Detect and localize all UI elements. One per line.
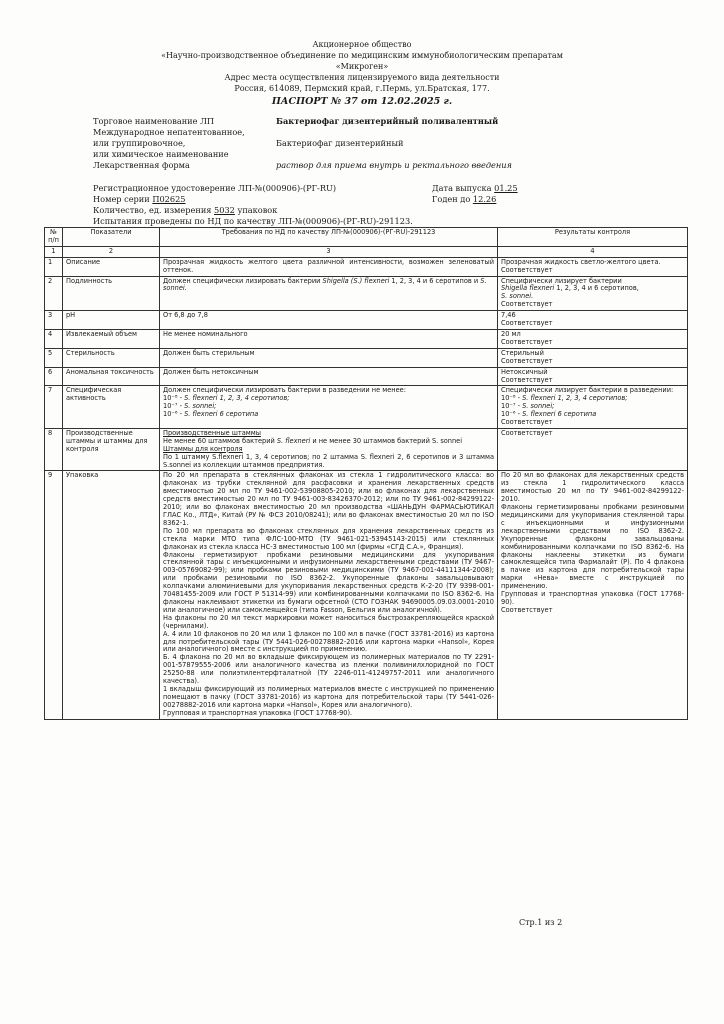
inn-label-2: или группировочное, [93,138,186,148]
table-index-row: 1 2 3 4 [45,246,688,257]
document-title: ПАСПОРТ № 37 от 12.02.2025 г. [271,96,453,107]
table-row: 5 Стерильность Должен быть стерильным Стерильный Соответствует [45,348,688,367]
col-header-requirements: Требования по НД по качеству ЛП-№(000906)-(РГ-RU)-291123 [160,228,498,247]
org-brand: «Микроген» [335,62,389,71]
expiry-label: Годен до [432,194,471,204]
expiry-value: 12.26 [472,194,497,204]
tests-line: Испытания проведены по НД по качеству ЛП-№(000906)-(РГ-RU)-291123. [93,216,413,226]
table-row: 6 Аномальная токсичность Должен быть нетоксичным Нетоксичный Соответствует [45,367,688,386]
table-row: 1 Описание Прозрачная жидкость желтого цвета различной интенсивности, возможен зеленоватый оттенок. Прозрачная жидкость светло-желтого цвета. Соответствует [45,257,688,276]
inn-label-3: или химическое наименование [93,149,229,159]
address-label: Адрес места осуществления лицензируемого вида деятельности [224,73,500,82]
org-type: Акционерное общество [312,40,412,49]
inn-label-1: Международное непатентованное, [93,127,245,137]
col-header-num: № п/п [45,228,63,247]
trade-name-block [93,116,245,171]
col-header-results: Результаты контроля [498,228,688,247]
table-row: 4 Извлекаемый объем Не менее номинального 20 мл Соответствует [45,329,688,348]
issue-date-label: Дата выпуска [432,183,492,193]
series-value: П02625 [152,194,186,204]
address: Россия, 614089, Пермский край, г.Пермь, ул.Братская, 177. [234,84,490,93]
control-table [44,227,688,720]
org-header [0,39,724,94]
table-row: 9 Упаковка По 20 мл препарата в стеклянных флаконах из стекла 1 гидролитического класса: во флаконах из трубки стеклянной для расфасовки и хранения лекарственных средств вместимостью 20 мл по ТУ 9461-002-53908805-2010; или во флаконах для лекарственных средств вместимостью 20 мл по ТУ 9461-003-83426370-2012; или по ТУ 9461-002-84299122-2010; или во флаконах вместимостью 20 мл производства «ШАНЬДУН ФАРМАСЬЮТИКАЛ ГЛАС Ко., ЛТД», Китай (РУ № ФСЗ 2010/08241); или во флаконах вместимостью 20 мл по ISO 8362-1. По 100 мл препарата во флаконах стеклянных для хранения лекарственных средств из стекла марки МТО типа ФЛС-100-МТО (ТУ 9461-021-53945143-2015) или стеклянных флаконах из стекла класса НС-3 вместимостью 100 мл (фирмы «СГД С.А.», Франция). Флаконы герметизируют пробками резиновыми медицинскими для укупоривания стеклянной тары с инъекционными и инфузионными лекарственными средствами (ТУ 9467- 003-05769082-99); или пробками резиновыми медицинскими (ТУ 9467-001-44111344-2008); или пробками резиновыми по ISO 8362-2. Укупоренные флаконы завальцовывают колпачками алюминиевыми для укупоривания лекарственных средств К-2-20 (ТУ 9398-001-70481455-2009 или ГОСТ Р 51314-99) или комбинированными колпачками по ISO 8362-6. На флаконы наклеивают этикетки из бумаги офсетной (СТО ГОЗНАК 94690005.09.03.0001-2010 или аналогичное) или самоклеящейся (типа Fasson, Бельгия или аналогичной). На флаконы по 20 мл текст маркировки может наноситься быстрозакрепляющейся краской (чернилами). А. 4 или 10 флаконов по 20 мл или 1 флакон по 100 мл в пачке (ГОСТ 33781-2016) из картона для потребительской тары (ТУ 5441-026-00278882-2016 или картона марки «Hansol», Корея или аналогичного) вместе с инструкцией по применению. Б. 4 флакона по 20 мл во вкладыше фиксирующем из полимерных материалов по ТУ 2291-001-57879555-2006 или аналогичного качества из пленки поливинилхлоридной по ГОСТ 25250-88 или полиэтилентерфталатной (ТУ 2246-011-41249757-2011 или аналогичного качества). 1 вкладыш фиксирующий из полимерных материалов вместе с инструкцией по применению помещают в пачку (ГОСТ 33781-2016) из картона для потребительской тары (ТУ 5441-026-00278882-2016 или картона марки «Hansol», Корея или аналогичного). Групповая и транспортная упаковка (ГОСТ 17768-90). По 20 мл во флаконах для лекарственных средств из стекла 1 гидролитического класса вместимостью 20 мл по ТУ 9461-002-84299122-2010. Флаконы герметизированы пробками резиновыми медицинскими для укупоривания стеклянной тары с инъекционными и инфузионными лекарственными средствами по ISO 8362-2. Укупоренные флаконы завальцованы комбинированными колпачками по ISO 8362-6. На флаконы наклеены этикетки из бумаги самоклеящейся типа Фармалайт (Р). По 4 флакона в пачке из картона для потребительской тары марки «Нева» вместе с инструкцией по применению. Групповая и транспортная упаковка (ГОСТ 17768-90). Соответствует [45,471,688,719]
org-name: «Научно-производственное объединение по медицинским иммунобиологическим препаратам [161,51,563,60]
quantity-label: Количество, ед. измерения [93,205,212,215]
reg-label: Регистрационное удостоверение [93,183,236,193]
reg-value: ЛП-№(000906)-(РГ-RU) [238,183,337,193]
page-number: Стр.1 из 2 [519,918,563,927]
dosage-form-label: Лекарственная форма [93,160,190,170]
issue-date-value: 01.25 [494,183,518,193]
quantity-unit: упаковок [237,205,278,215]
dosage-form-value: раствор для приема внутрь и ректального введения [276,160,512,170]
table-header-row [45,228,688,247]
dates-block [432,183,518,205]
registration-block [93,183,413,227]
table-row: 7 Специфическая активность Должен специфически лизировать бактерии в разведении не менее: 10⁻⁸ - S. flexneri 1, 2, 3, 4 серотипов; 10⁻⁷ - S. sonnei; 10⁻⁶ - S. flexneri 6 серотипа Специфически лизирует бактерии в разведении: 10⁻⁸ - S. flexneri 1, 2, 3, 4 серотипов; 10⁻⁷ - S. sonnei; 10⁻⁶ - S. flexneri 6 серотипа Соответствует [45,386,688,429]
col-header-indicator: Показатели [63,228,160,247]
table-row: 8 Производственные штаммы и штаммы для контроля Производственные штаммы Не менее 60 штаммов бактерий S. flexneri и не менее 30 штаммов бактерий S. sonnei Штаммы для контроля По 1 штамму S.flexneri 1, 3, 4 серотипов; по 2 штамма S. flexneri 2, 6 серотипов и 3 штамма S.sonnei из коллекции штаммов предприятия. Соответствует [45,428,688,471]
series-label: Номер серии [93,194,150,204]
trade-name-label: Торговое наименование ЛП [93,116,215,126]
quantity-value: 5032 [214,205,235,215]
trade-name-value: Бактериофаг дизентерийный поливалентный [276,116,499,126]
inn-value: Бактериофаг дизентерийный [276,138,404,148]
table-row: 2 Подлинность Должен специфически лизировать бактерии Shigella (S.) flexneri 1, 2, 3, 4 и 6 серотипов и S. sonnei. Специфически лизирует бактерии Shigella flexneri 1, 2, 3, 4 и 6 серотипов, S. sonnei. Соответствует [45,276,688,311]
table-row: 3 pH От 6,8 до 7,8 7,46 Соответствует [45,311,688,330]
